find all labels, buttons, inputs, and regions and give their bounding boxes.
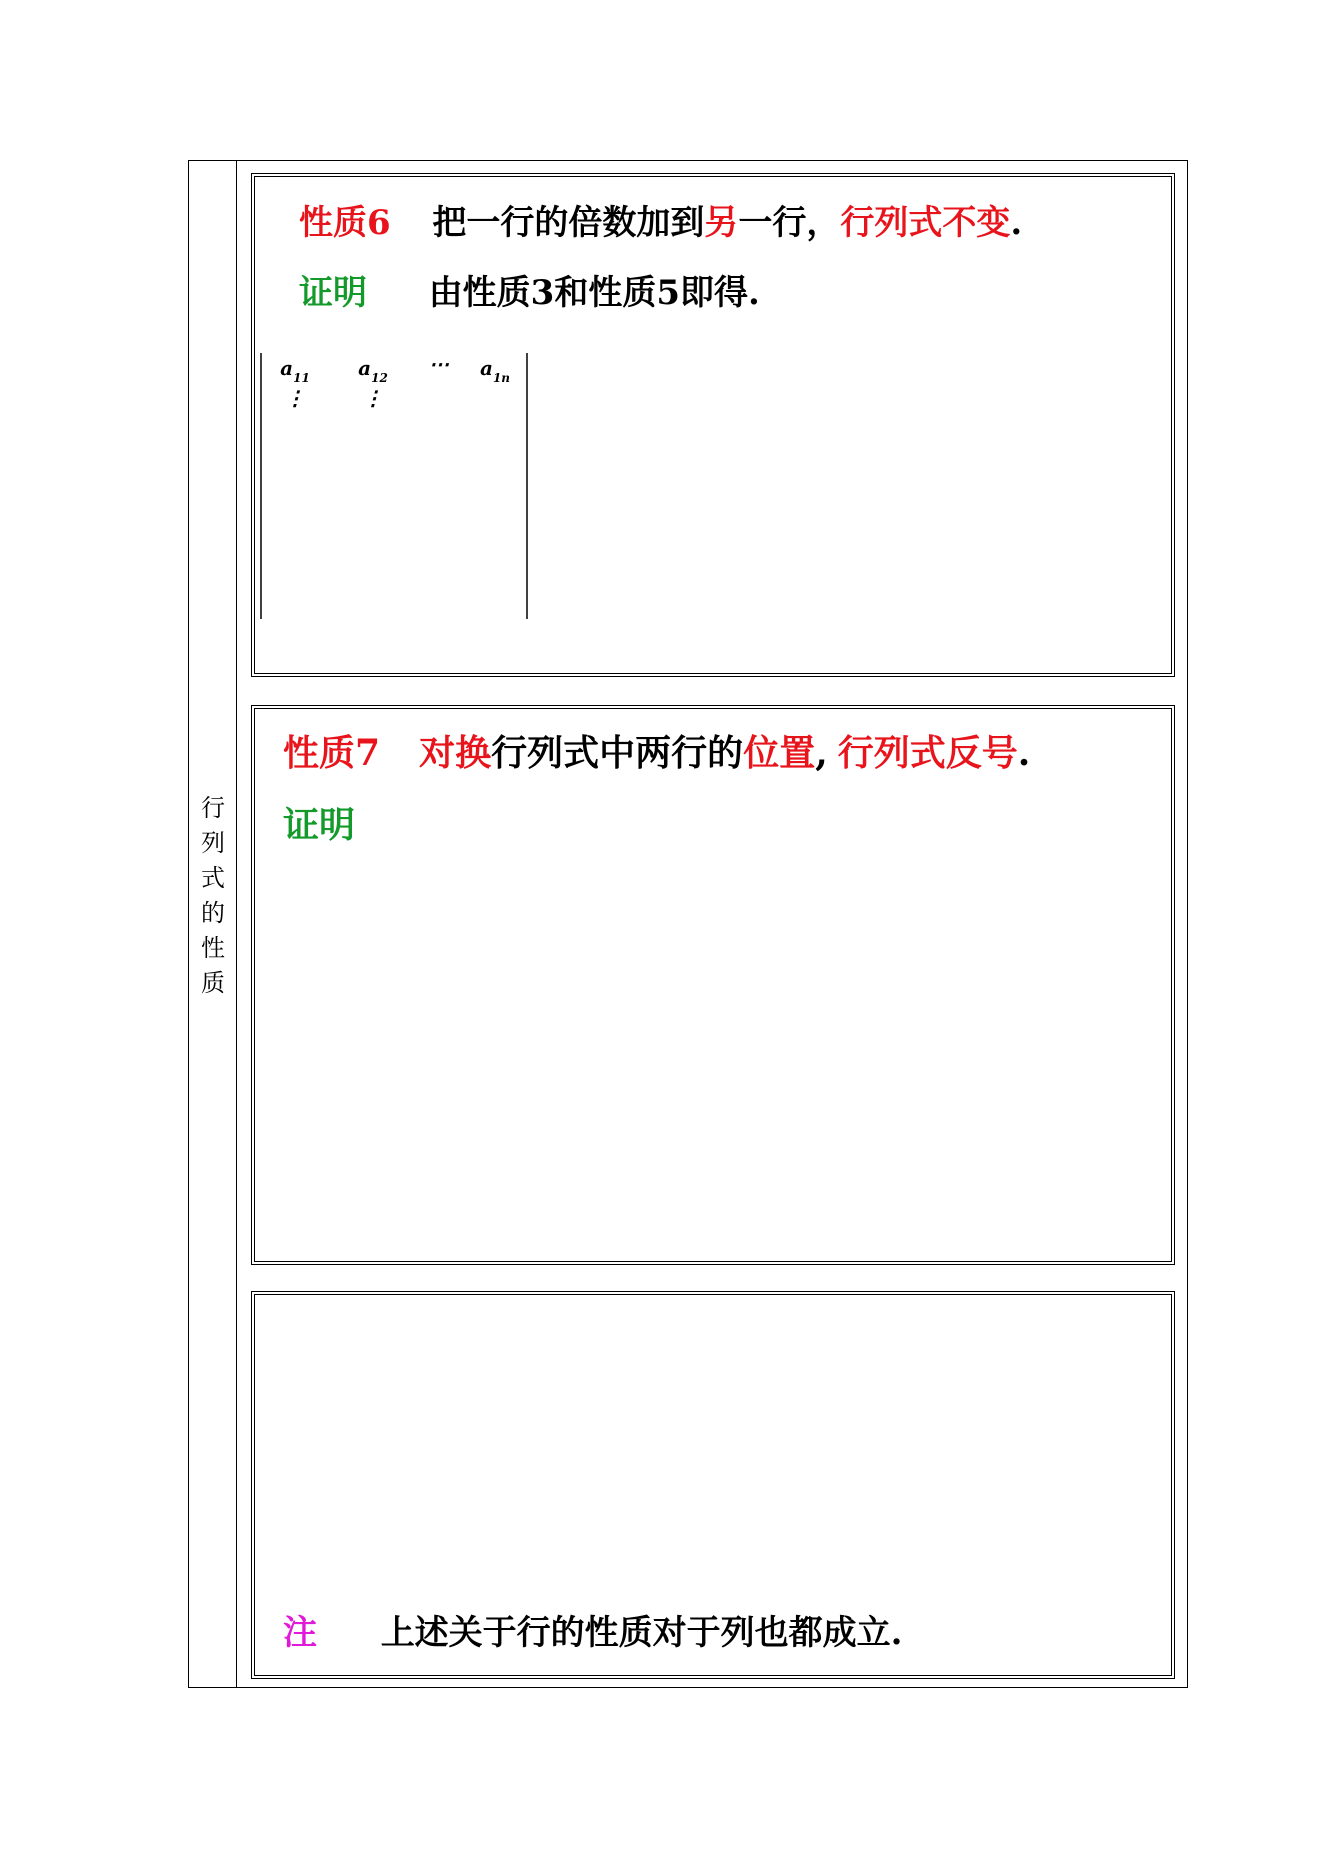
property-6-statement: 性质6 把一行的倍数加到另一行，行列式不变.: [299, 203, 1023, 243]
vdots: ⋮: [285, 386, 305, 410]
content-frame: [188, 160, 1188, 1688]
property-6-label: 性质6: [299, 203, 391, 243]
continuation-equation: [255, 1301, 1171, 1591]
vdots: ⋮: [363, 386, 383, 410]
property-6-proof: 证明 由性质3和性质5即得.: [299, 273, 760, 313]
continuation-panel: [251, 1291, 1175, 1679]
property-7-statement: 性质7 对换行列式中两行的位置, 行列式反号.: [283, 732, 1031, 774]
side-label: 行 列 式 的 性 质: [201, 794, 225, 997]
note-text: 上述关于行的性质对于列也都成立.: [380, 1613, 903, 1653]
property-7-label: 性质7: [283, 732, 381, 774]
property-6-equation: [255, 347, 1171, 667]
proof-label: 证明: [299, 273, 367, 313]
hdots: ⋯: [429, 352, 449, 376]
property-7-panel: [251, 705, 1175, 1265]
matrix-entry: $a_{11}$: [280, 356, 310, 385]
property-7-proof-label: 证明: [283, 804, 356, 846]
note: [283, 1605, 903, 1654]
note-label: 注: [283, 1613, 317, 1653]
property-7-equation: [255, 857, 1171, 1257]
matrix-entry: $a_{1n}$: [479, 356, 511, 385]
matrix-entry: $a_{12}$: [358, 356, 388, 385]
property-6-panel: [251, 173, 1175, 677]
side-column: [189, 161, 237, 1687]
